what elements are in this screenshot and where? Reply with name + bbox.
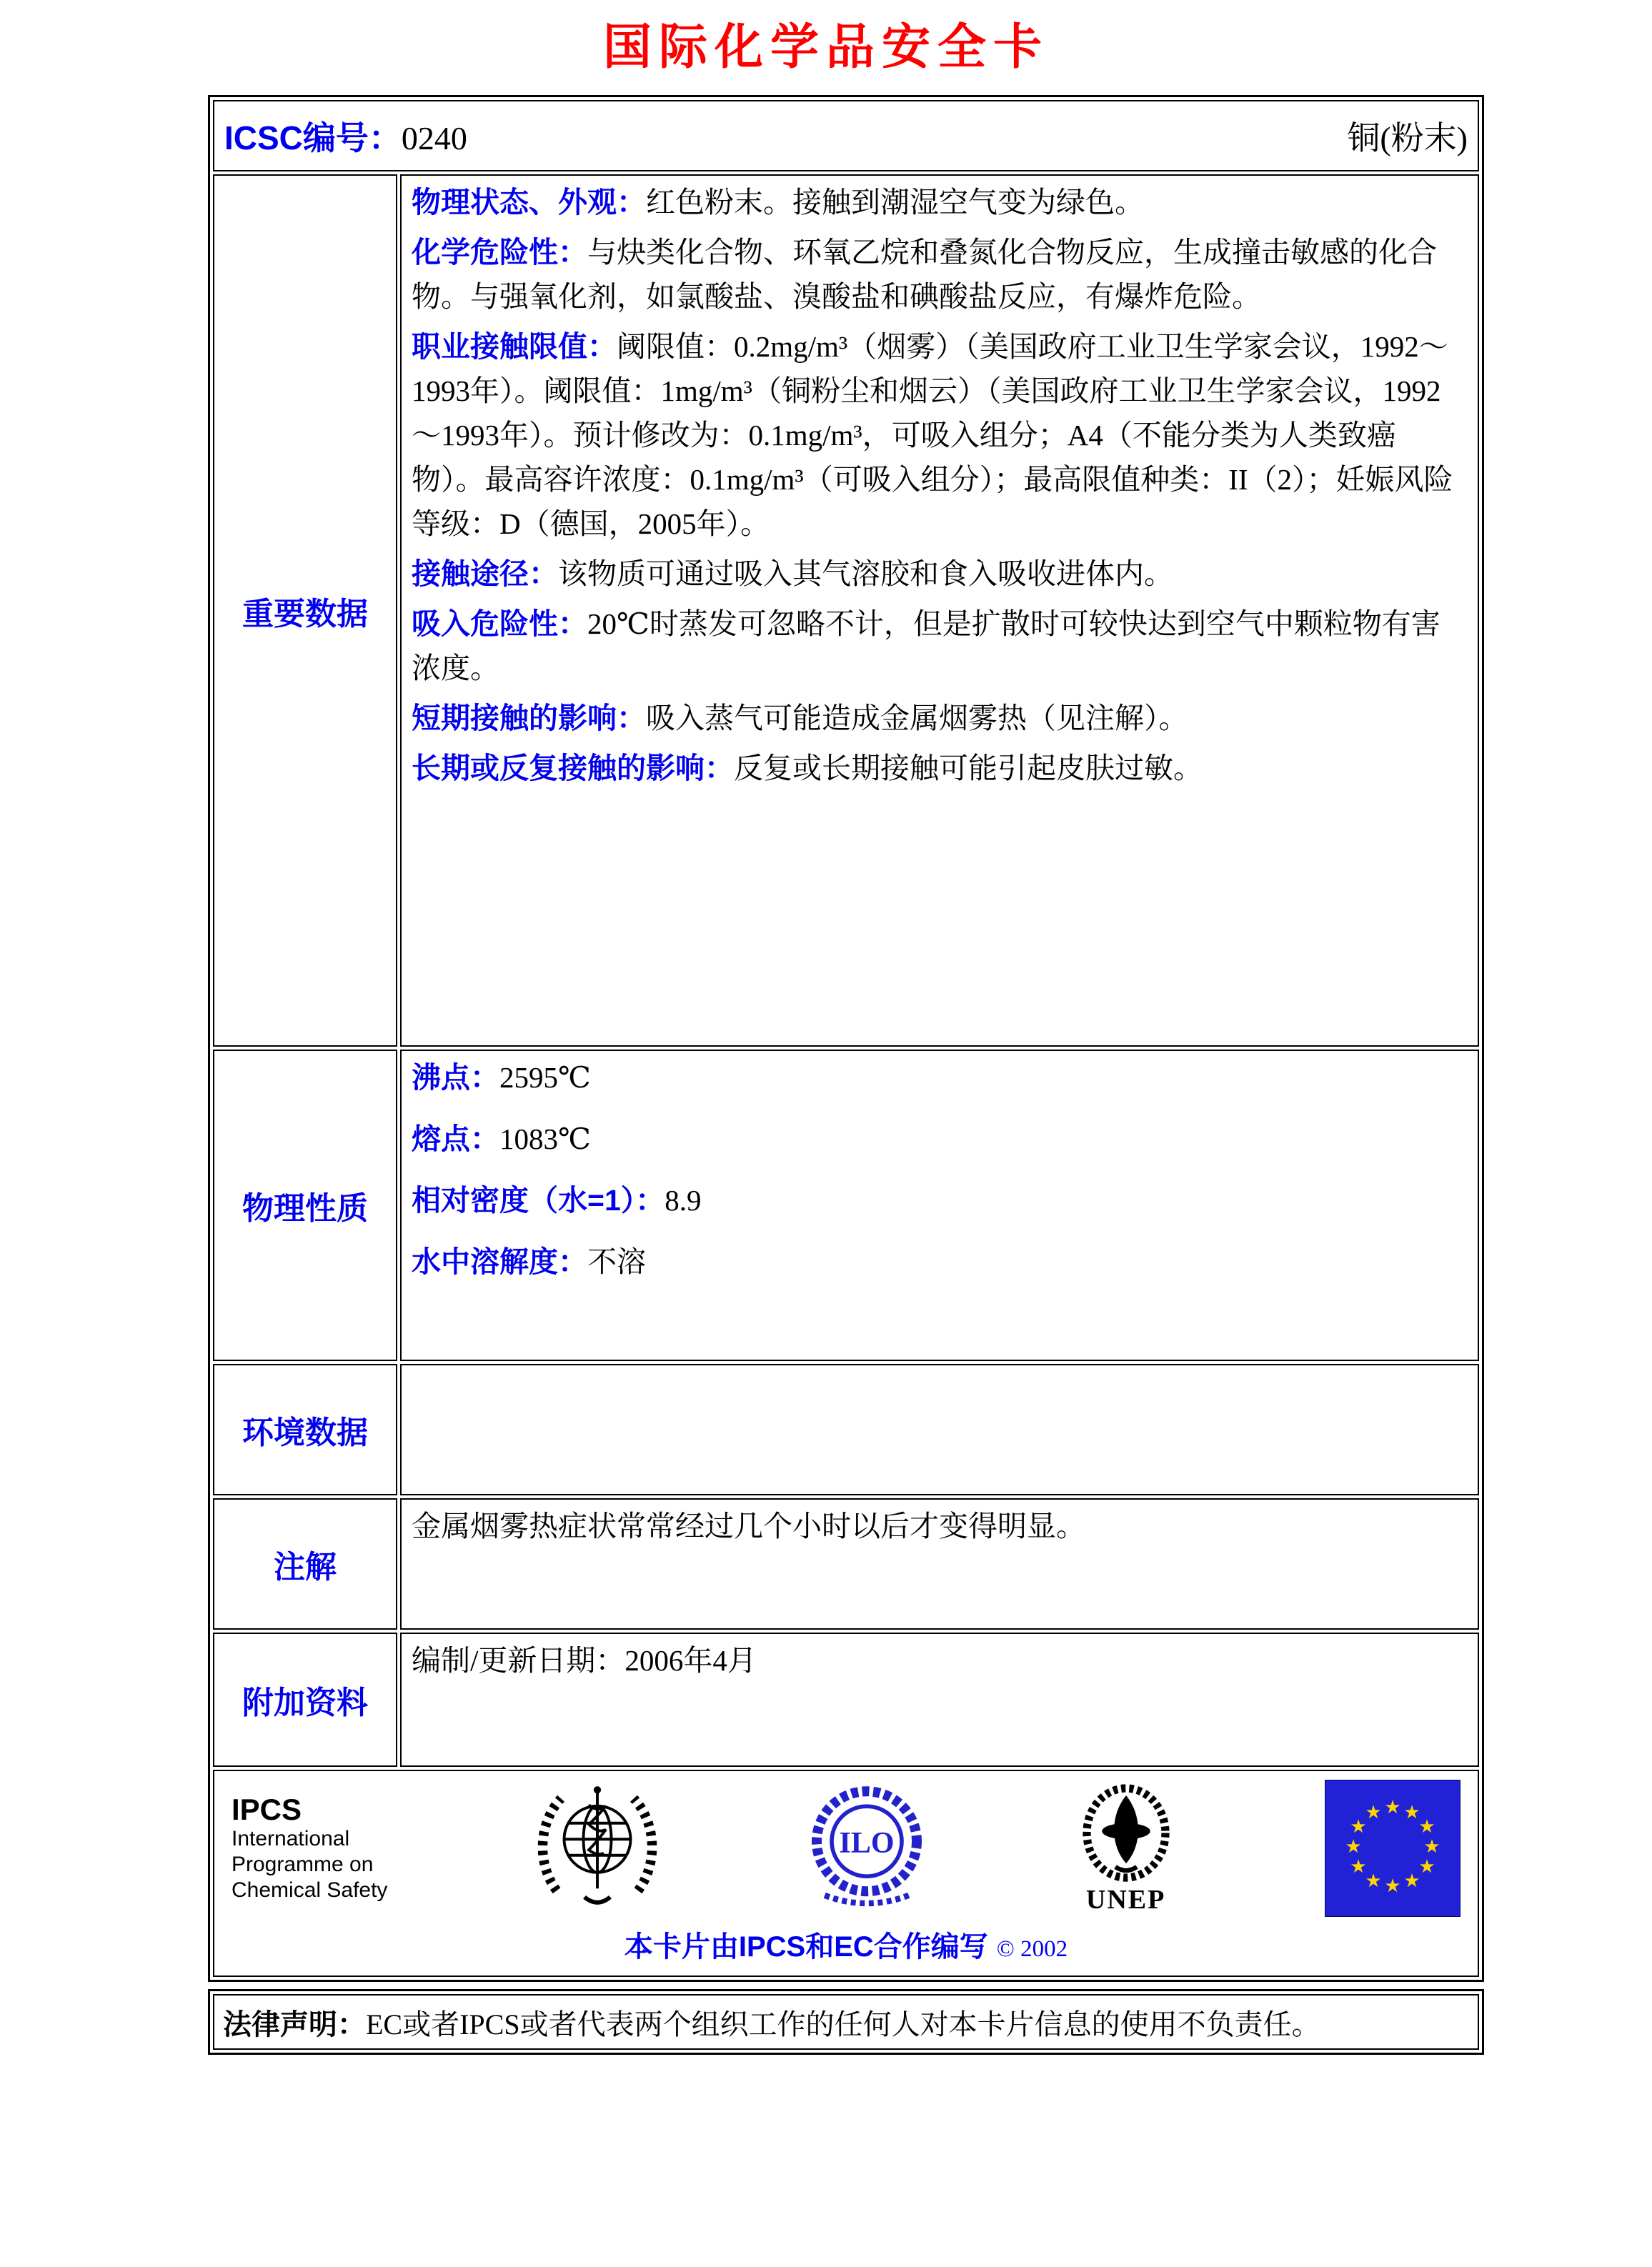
- ipcs-line: Chemical Safety: [232, 1878, 388, 1902]
- unep-logo-icon: [1073, 1781, 1180, 1888]
- svg-text:★: ★: [1345, 1836, 1362, 1858]
- icsc-page: [0, 9, 1652, 2267]
- item-label: 短期接触的影响：: [412, 702, 646, 734]
- section-important: [213, 174, 1479, 1047]
- ipcs-line: International: [232, 1827, 350, 1850]
- notes-label: 注解: [274, 1550, 337, 1585]
- who-logo-icon: [533, 1781, 662, 1915]
- icsc-card-table: [208, 95, 1484, 1982]
- footer-cell: [213, 1770, 1479, 1977]
- svg-text:★: ★: [1384, 1797, 1401, 1818]
- unep-logo: [1073, 1781, 1180, 1915]
- eu-flag-icon: [1325, 1780, 1461, 1917]
- important-item: [412, 180, 1468, 224]
- credit-line: [232, 1924, 1461, 1965]
- additional-label: 附加资料: [242, 1685, 368, 1720]
- svg-text:★: ★: [1403, 1870, 1420, 1892]
- item-text: 1083℃: [499, 1122, 591, 1155]
- important-item: [412, 696, 1468, 740]
- item-label: 长期或反复接触的影响：: [412, 752, 734, 784]
- section-physical: [213, 1050, 1479, 1361]
- important-content-cell: [400, 174, 1479, 1047]
- physical-content-cell: [400, 1050, 1479, 1361]
- ilo-logo: [807, 1781, 927, 1915]
- physical-item: [412, 1240, 1468, 1284]
- additional-label-cell: [213, 1633, 397, 1767]
- item-label: 吸入危险性：: [412, 607, 587, 640]
- legal-table: [208, 1989, 1484, 2055]
- notes-label-cell: [213, 1498, 397, 1630]
- svg-text:★: ★: [1423, 1836, 1440, 1858]
- important-item: [412, 746, 1468, 790]
- item-label: 相对密度（水=1）：: [412, 1184, 665, 1217]
- physical-label-cell: [213, 1050, 397, 1361]
- logo-strip: [232, 1778, 1461, 1918]
- item-text: 20℃时蒸发可忽略不计，但是扩散时可较快达到空气中颗粒物有害浓度。: [412, 607, 1440, 684]
- environmental-label-cell: [213, 1364, 397, 1495]
- svg-text:★: ★: [1403, 1802, 1420, 1823]
- item-label: 水中溶解度：: [412, 1245, 587, 1278]
- header-row: [213, 100, 1479, 171]
- icsc-number-label: ICSC编号：: [224, 119, 402, 156]
- item-text: 红色粉末。接触到潮湿空气变为绿色。: [646, 186, 1144, 219]
- item-label: 接触途径：: [412, 557, 558, 590]
- physical-item: [412, 1178, 1468, 1222]
- item-text: 2595℃: [499, 1061, 591, 1094]
- icsc-number-value: 0240: [401, 120, 467, 156]
- credit-text: 本卡片由IPCS和EC合作编写: [624, 1931, 988, 1963]
- item-label: 职业接触限值：: [412, 330, 617, 363]
- copyright-text: © 2002: [996, 1936, 1068, 1962]
- section-notes: [213, 1498, 1479, 1630]
- item-text: 反复或长期接触可能引起皮肤过敏。: [734, 752, 1203, 784]
- physical-item: [412, 1117, 1468, 1161]
- svg-text:★: ★: [1350, 1856, 1367, 1878]
- important-item: [412, 602, 1468, 690]
- legal-label: 法律声明：: [223, 2008, 366, 2041]
- physical-item: [412, 1055, 1468, 1100]
- important-item: [412, 324, 1468, 546]
- legal-cell: [213, 1994, 1479, 2050]
- ilo-logo-text: ILO: [839, 1827, 895, 1860]
- item-text: 该物质可通过吸入其气溶胶和食入吸收进体内。: [558, 557, 1173, 590]
- important-label-cell: [213, 174, 397, 1047]
- section-additional: [213, 1633, 1479, 1767]
- svg-text:★: ★: [1350, 1816, 1367, 1838]
- additional-content-cell: 编制/更新日期：2006年4月: [400, 1633, 1479, 1767]
- important-item: [412, 552, 1468, 596]
- item-text: 不溶: [587, 1245, 646, 1278]
- notes-content-cell: 金属烟雾热症状常常经过几个小时以后才变得明显。: [400, 1498, 1479, 1630]
- page-title: 国际化学品安全卡: [602, 20, 1049, 74]
- svg-text:★: ★: [1365, 1802, 1382, 1823]
- who-logo: [533, 1781, 662, 1915]
- environmental-content-cell: [400, 1364, 1479, 1495]
- legal-text: EC或者IPCS或者代表两个组织工作的任何人对本卡片信息的使用不负责任。: [366, 2008, 1320, 2041]
- item-label: 沸点：: [412, 1061, 499, 1094]
- legal-row: [213, 1994, 1479, 2050]
- svg-text:★: ★: [1384, 1875, 1401, 1897]
- item-label: 化学危险性：: [412, 236, 587, 269]
- ilo-logo-icon: [807, 1781, 927, 1915]
- section-environmental: [213, 1364, 1479, 1495]
- substance-name: 铜(粉末): [1347, 120, 1468, 156]
- item-text: 吸入蒸气可能造成金属烟雾热（见注解）。: [646, 702, 1188, 734]
- header-cell: [213, 100, 1479, 171]
- important-label: 重要数据: [242, 596, 368, 632]
- icsc-number: [224, 112, 467, 159]
- svg-text:★: ★: [1418, 1816, 1435, 1838]
- ipcs-title: IPCS: [232, 1793, 302, 1826]
- item-label: 物理状态、外观：: [412, 186, 646, 219]
- svg-text:★: ★: [1365, 1870, 1382, 1892]
- footer-row: [213, 1770, 1479, 1977]
- environmental-label: 环境数据: [242, 1415, 368, 1450]
- item-text: 阈限值：0.2mg/m³（烟雾）（美国政府工业卫生学家会议，1992～1993年）。阈限值：1mg/m³（铜粉尘和烟云）（美国政府工业卫生学家会议，1992～1993年）。预计修改为：0.1mg/m³，可吸入组分；A4（不能分类为人类致癌物）。最高容许浓度：0.1mg/m³（可吸入组分）；最高限值种类：II（2）；妊娠风险等级：D（德国，2005年）。: [412, 330, 1453, 540]
- eu-flag: [1325, 1780, 1461, 1917]
- item-text: 与炔类化合物、环氧乙烷和叠氮化合物反应，生成撞击敏感的化合物。与强氧化剂，如氯酸盐、溴酸盐和碘酸盐反应，有爆炸危险。: [412, 236, 1437, 313]
- item-label: 熔点：: [412, 1122, 499, 1155]
- ipcs-line: Programme on: [232, 1853, 374, 1876]
- svg-text:★: ★: [1418, 1856, 1435, 1878]
- important-item: [412, 230, 1468, 319]
- physical-label: 物理性质: [242, 1191, 368, 1226]
- item-text: 8.9: [665, 1184, 702, 1217]
- unep-logo-label: UNEP: [1085, 1885, 1166, 1915]
- ipcs-text-block: [232, 1793, 387, 1903]
